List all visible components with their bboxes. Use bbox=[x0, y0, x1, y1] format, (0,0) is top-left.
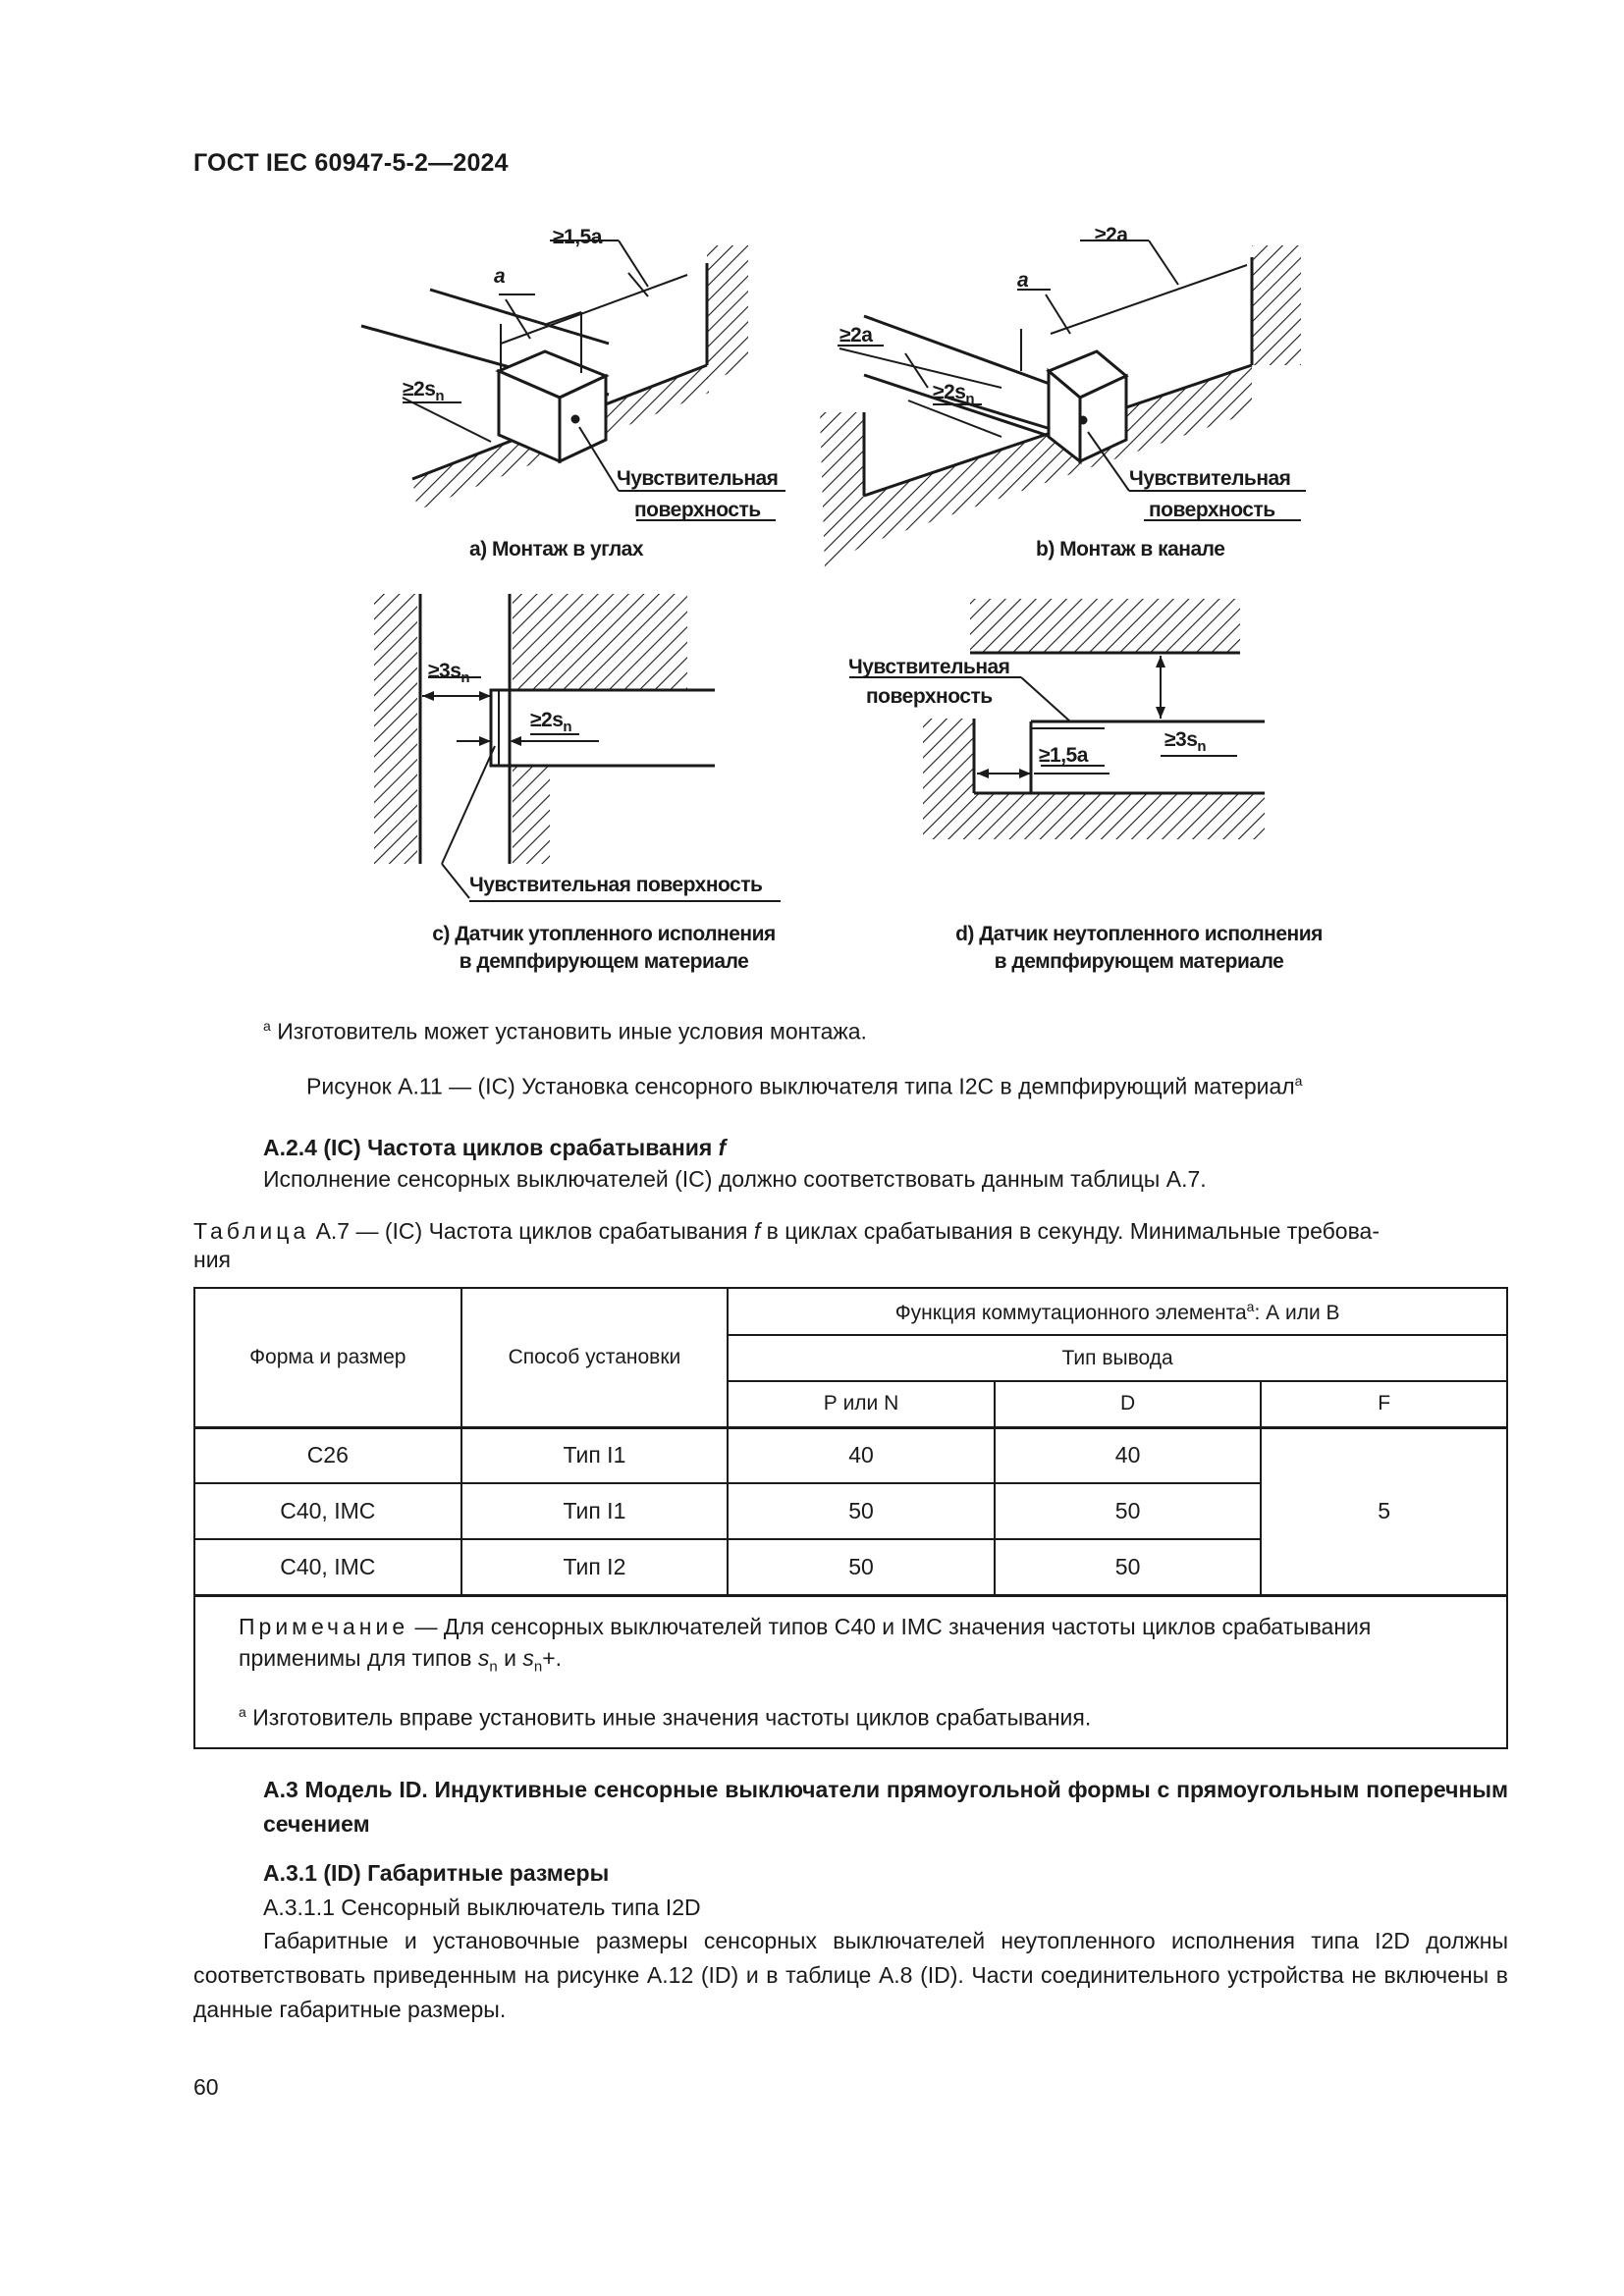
dim-label-1-5a: ≥1,5a bbox=[553, 226, 602, 248]
cell-mount: Тип I1 bbox=[461, 1427, 729, 1483]
col-header-pn: Р или N bbox=[728, 1381, 995, 1427]
sensing-surface-label-d1: Чувствительная bbox=[848, 656, 1010, 678]
table-caption-cont: ния bbox=[193, 1247, 232, 1272]
cell-pn: 50 bbox=[728, 1483, 995, 1539]
dim-label-b-2sn: $\ge 2s_n$ bbox=[933, 381, 975, 408]
table-note-row bbox=[194, 1595, 1507, 1748]
page-number: 60 bbox=[193, 2074, 219, 2100]
caption-c-line1: с) Датчик утопленного исполнения bbox=[432, 923, 776, 945]
drawing-c bbox=[374, 594, 781, 901]
section-text-a311: Габаритные и установочные размеры сенсорных выключателей неутопленного исполнения типа I2D должны соответствовать приведенным на рисунке А.12 (ID) и в таблице А.8 (ID). Части соединительного устройства не включены в данные габаритные размеры. bbox=[193, 1928, 1508, 2022]
table-note bbox=[194, 1595, 1507, 1748]
sensing-surface-label-c: Чувствительная поверхность bbox=[469, 874, 763, 896]
dim-label-a: a bbox=[494, 265, 506, 288]
drawing-d bbox=[849, 599, 1265, 839]
section-text-a24: Исполнение сенсорных выключателей (IC) должно соответствовать данным таблицы А.7. bbox=[263, 1166, 1207, 1192]
sensing-surface-label-a2: поверхность bbox=[634, 499, 761, 521]
document-header: ГОСТ IEC 60947-5-2—2024 bbox=[193, 149, 509, 177]
col-header-d: D bbox=[995, 1381, 1262, 1427]
col-header-output: Тип вывода bbox=[728, 1335, 1507, 1381]
cell-form: С40, IMC bbox=[194, 1539, 461, 1595]
table-note-text: Примечание — Для сенсорных выключателей типов С40 и IMC значения частоты циклов срабатывания применимы для типов $s_n$ и $s_n+$. bbox=[239, 1613, 1372, 1676]
caption-d-line2: в демпфирующем материале bbox=[994, 950, 1284, 973]
col-header-mount: Способ установки bbox=[461, 1288, 729, 1427]
dim-label-d-1-5a: ≥1,5a bbox=[1039, 744, 1088, 767]
figure-title: Рисунок А.11 — (IC) Установка сенсорного выключателя типа I2C в демпфирующий материал$^a$ bbox=[306, 1073, 1303, 1099]
figure-footnote: $^a$ Изготовитель может установить иные условия монтажа. bbox=[263, 1018, 867, 1044]
dim-label-b-a: a bbox=[1017, 269, 1029, 292]
dim-label-c-3sn: $\ge 3s_n$ bbox=[428, 660, 470, 687]
sensing-surface-label-b2: поверхность bbox=[1149, 499, 1275, 521]
cell-mount: Тип I2 bbox=[461, 1539, 729, 1595]
table-row bbox=[194, 1427, 1507, 1483]
cell-pn: 40 bbox=[728, 1427, 995, 1483]
col-header-function: Функция коммутационного элемента$^a$: А или В bbox=[728, 1288, 1507, 1335]
section-heading-a24: А.2.4 (IC) Частота циклов срабатывания f bbox=[263, 1135, 727, 1160]
cell-pn: 50 bbox=[728, 1539, 995, 1595]
col-header-form: Форма и размер bbox=[194, 1288, 461, 1427]
dim-label-2sn: $\ge 2s_n$ bbox=[403, 378, 445, 405]
caption-b: b) Монтаж в канале bbox=[1036, 538, 1225, 561]
cell-d: 40 bbox=[995, 1427, 1262, 1483]
cell-f: 5 bbox=[1261, 1427, 1507, 1595]
cell-d: 50 bbox=[995, 1539, 1262, 1595]
table-caption: Таблица А.7 — (IC) Частота циклов срабатывания f в циклах срабатывания в секунду. Минимальные требова- bbox=[193, 1218, 1380, 1244]
section-heading-a31: А.3.1 (ID) Габаритные размеры bbox=[263, 1860, 610, 1886]
col-header-f: F bbox=[1261, 1381, 1507, 1427]
table-footnote: $^a$ Изготовитель вправе установить иные значения частоты циклов срабатывания. bbox=[239, 1704, 1092, 1731]
sensing-surface-label-a1: Чувствительная bbox=[617, 467, 779, 490]
figure-drawings bbox=[0, 0, 1624, 982]
sensing-surface-label-b1: Чувствительная bbox=[1129, 467, 1291, 490]
cell-form: С26 bbox=[194, 1427, 461, 1483]
cell-mount: Тип I1 bbox=[461, 1483, 729, 1539]
section-sub-a311: А.3.1.1 Сенсорный выключатель типа I2D bbox=[263, 1895, 701, 1920]
cell-form: С40, IMC bbox=[194, 1483, 461, 1539]
dim-label-2a-left: ≥2a bbox=[839, 324, 873, 347]
frequency-table bbox=[193, 1287, 1508, 1749]
cell-d: 50 bbox=[995, 1483, 1262, 1539]
caption-c-line2: в демпфирующем материале bbox=[459, 950, 749, 973]
caption-d-line1: d) Датчик неутопленного исполнения bbox=[955, 923, 1323, 945]
caption-a: а) Монтаж в углах bbox=[469, 538, 644, 561]
section-heading-a3: А.3 Модель ID. Индуктивные сенсорные выключатели прямоугольной формы с прямоугольным поперечным сечением bbox=[263, 1777, 1508, 1837]
dim-label-d-3sn: $\ge 3s_n$ bbox=[1164, 728, 1207, 756]
dim-label-2a-top: ≥2a bbox=[1095, 224, 1128, 246]
sensing-surface-label-d2: поверхность bbox=[866, 685, 993, 708]
dim-label-c-2sn: $\ge 2s_n$ bbox=[530, 709, 572, 736]
